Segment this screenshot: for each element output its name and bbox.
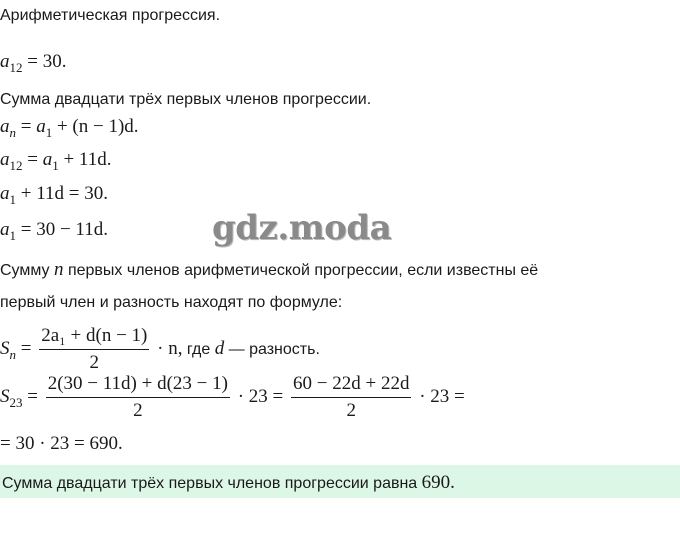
formula-end: · 23 = (414, 385, 465, 407)
equals: = (22, 149, 43, 170)
subscript: n (9, 346, 16, 362)
formula-a1 (0, 219, 108, 241)
answer-label: Сумма двадцати трёх первых членов прогрессии равна (2, 475, 422, 492)
formula-general-term (0, 116, 139, 138)
equals: = (16, 116, 37, 137)
subscript: 12 (9, 158, 23, 173)
subscript: 1 (45, 125, 53, 140)
answer-text (2, 472, 455, 494)
equation-rest: = 30. (27, 51, 67, 72)
fraction (39, 325, 149, 374)
formula-equation (0, 183, 108, 205)
text-fragment: где (182, 340, 215, 358)
equation-rest: = 30 − 11d. (16, 219, 108, 240)
equation-rest: + 11d = 30. (16, 183, 108, 204)
equals: = (16, 337, 37, 359)
text-fragment: Сумму (0, 262, 54, 279)
var-d: d (214, 337, 225, 359)
rule-line-2: первый член и разность находят по формуле: (0, 294, 343, 311)
numerator: 2a₁ + d(n − 1) (39, 325, 149, 350)
subscript: 1 (9, 228, 16, 243)
numerator: 60 − 22d + 22d (291, 373, 411, 398)
rule-line-1 (0, 259, 538, 281)
answer-box (0, 465, 680, 498)
subscript: n (9, 125, 16, 140)
var-a: a (0, 183, 10, 204)
var-a: a (0, 219, 10, 240)
formula-tail: · n, (152, 337, 183, 359)
text-fragment: — разность. (224, 340, 320, 358)
var-a: a (0, 149, 10, 170)
text-fragment: первых членов арифметической прогрессии, если известны её (63, 262, 539, 279)
var-a: a (42, 149, 53, 170)
var-S: S (0, 337, 10, 359)
equation-rest: + (n − 1)d. (52, 116, 139, 137)
var-a: a (0, 51, 10, 72)
subscript: 23 (9, 394, 23, 410)
var-n: n (54, 259, 64, 280)
fraction (46, 373, 230, 422)
var-a: a (36, 116, 46, 137)
subscript: 1 (52, 158, 59, 173)
equation-rest: + 11d. (58, 149, 112, 170)
calculation (0, 373, 465, 422)
heading: Арифметическая прогрессия. (0, 7, 221, 24)
given-equation (0, 51, 66, 73)
formula-mid: · 23 = (232, 385, 289, 407)
formula-a12 (0, 149, 111, 171)
result-line: = 30 · 23 = 690. (0, 433, 123, 454)
var-a: a (0, 116, 10, 137)
denominator: 2 (133, 400, 143, 421)
task-statement: Сумма двадцати трёх первых членов прогрессии. (0, 91, 372, 108)
denominator: 2 (346, 400, 356, 421)
fraction (291, 373, 411, 422)
denominator: 2 (89, 352, 100, 373)
answer-value: 690. (421, 472, 455, 493)
sum-formula (0, 325, 320, 374)
numerator: 2(30 − 11d) + d(23 − 1) (46, 373, 230, 398)
watermark-logo: gdz.moda (212, 208, 392, 248)
subscript: 12 (9, 60, 23, 75)
subscript: 1 (9, 192, 16, 207)
equals: = (22, 385, 43, 407)
var-S: S (0, 385, 10, 407)
